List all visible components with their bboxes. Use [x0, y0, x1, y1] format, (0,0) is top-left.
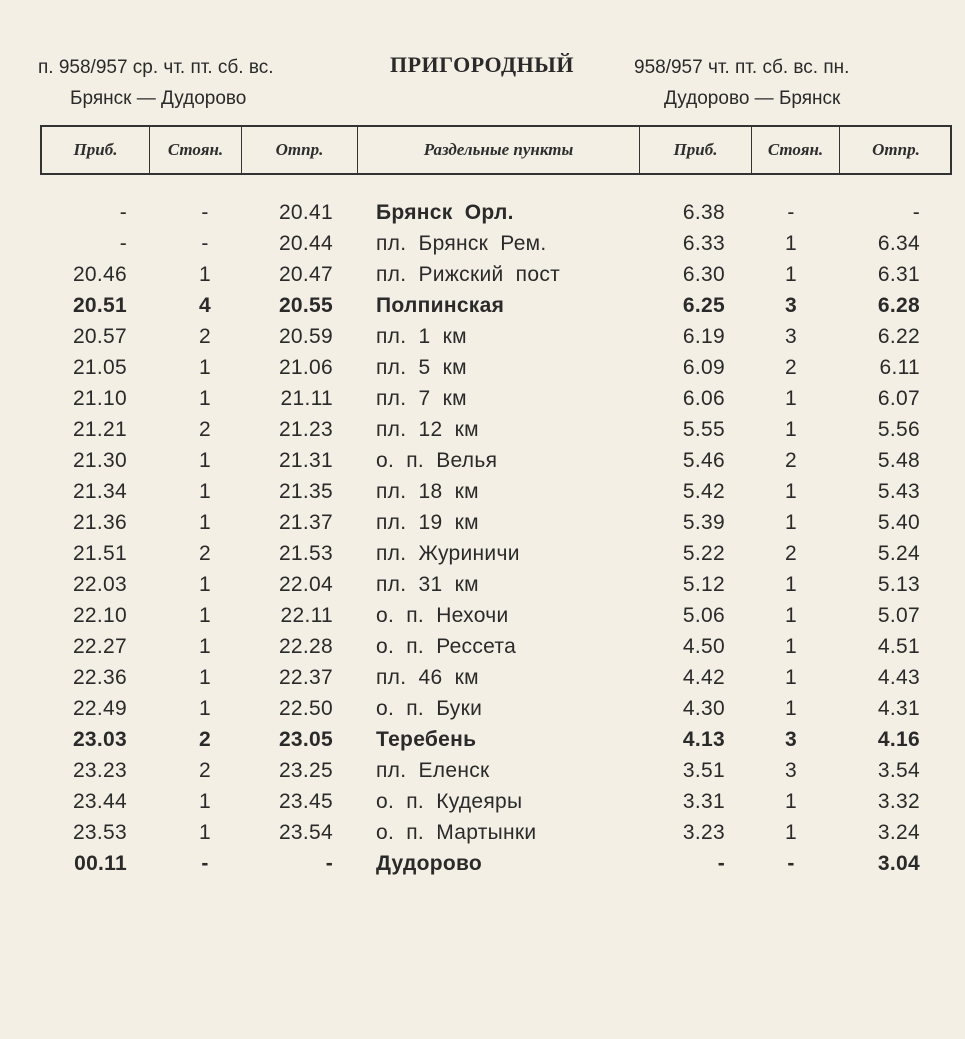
arrival-back: 3.51 [682, 759, 725, 782]
arrival-out: 23.44 [72, 790, 127, 813]
arrival-out: 21.21 [72, 418, 127, 441]
arrival-out: 22.10 [72, 604, 127, 627]
table-row [0, 570, 965, 601]
departure-out: 23.45 [278, 790, 333, 813]
arrival-out: - [119, 232, 127, 255]
departure-back: 4.43 [877, 666, 920, 689]
departure-out: 22.11 [280, 604, 333, 627]
stop-out: 1 [199, 263, 211, 286]
stop-out: 2 [199, 759, 211, 782]
stop-out: 1 [199, 449, 211, 472]
departure-out: 23.25 [278, 759, 333, 782]
station-name: пл. 18 км [376, 480, 479, 503]
arrival-out: 21.05 [72, 356, 127, 379]
departure-out: 23.05 [278, 728, 333, 751]
departure-out: 21.35 [278, 480, 333, 503]
arrival-out: 21.34 [72, 480, 127, 503]
station-name: пл. 12 км [376, 418, 479, 441]
stop-back: 1 [785, 387, 797, 410]
station-name: пл. 5 км [376, 356, 467, 379]
arrival-out: 21.51 [72, 542, 127, 565]
stop-out: 1 [199, 387, 211, 410]
stop-out: 1 [199, 821, 211, 844]
right-route: Дудорово — Брянск [664, 88, 841, 109]
arrival-out: 22.36 [72, 666, 127, 689]
departure-out: 21.23 [278, 418, 333, 441]
departure-back: 6.07 [877, 387, 920, 410]
table-row [0, 694, 965, 725]
arrival-out: 22.49 [72, 697, 127, 720]
departure-back: 5.48 [877, 449, 920, 472]
stop-back: 1 [785, 604, 797, 627]
table-row [0, 787, 965, 818]
stop-back: 1 [785, 511, 797, 534]
stop-back: 2 [785, 542, 797, 565]
stop-back: 1 [785, 790, 797, 813]
departure-out: 22.50 [278, 697, 333, 720]
departure-out: 20.44 [278, 232, 333, 255]
departure-back: 6.22 [877, 325, 920, 348]
departure-back: 6.28 [877, 294, 920, 317]
departure-out: 21.53 [278, 542, 333, 565]
col-stop-out: Стоян. [150, 127, 242, 173]
station-name: пл. 7 км [376, 387, 467, 410]
station-name: пл. Рижский пост [376, 263, 561, 286]
station-name: Брянск Орл. [376, 201, 514, 224]
arrival-back: 6.09 [682, 356, 725, 379]
table-row [0, 229, 965, 260]
arrival-back: 5.39 [682, 511, 725, 534]
table-row [0, 849, 965, 880]
stop-back: - [787, 201, 795, 224]
station-name: о. п. Велья [376, 449, 498, 472]
stop-back: 1 [785, 573, 797, 596]
departure-back: 5.24 [877, 542, 920, 565]
right-train-info: 958/957 чт. пт. сб. вс. пн. [634, 57, 850, 78]
stop-out: 1 [199, 511, 211, 534]
table-row [0, 756, 965, 787]
stop-out: 1 [199, 480, 211, 503]
table-row [0, 663, 965, 694]
departure-back: 5.40 [877, 511, 920, 534]
arrival-back: 4.42 [682, 666, 725, 689]
departure-back: 5.13 [877, 573, 920, 596]
arrival-back: 5.22 [682, 542, 725, 565]
stop-out: 2 [199, 728, 211, 751]
departure-back: 5.56 [877, 418, 920, 441]
arrival-out: 00.11 [74, 852, 127, 875]
left-route: Брянск — Дудорово [70, 88, 247, 109]
stop-out: 1 [199, 790, 211, 813]
station-name: Дудорово [376, 852, 483, 875]
arrival-back: 6.33 [682, 232, 725, 255]
table-row [0, 601, 965, 632]
stop-out: 1 [199, 356, 211, 379]
table-row [0, 539, 965, 570]
stop-out: - [201, 232, 209, 255]
arrival-back: - [717, 852, 725, 875]
arrival-out: 23.03 [72, 728, 127, 751]
station-name: о. п. Буки [376, 697, 483, 720]
stop-back: 1 [785, 232, 797, 255]
station-name: пл. 46 км [376, 666, 479, 689]
stop-out: 1 [199, 573, 211, 596]
station-name: о. п. Рессета [376, 635, 517, 658]
stop-out: - [201, 852, 209, 875]
station-name: Полпинская [376, 294, 505, 317]
departure-back: - [912, 201, 920, 224]
arrival-out: 22.27 [72, 635, 127, 658]
arrival-out: 21.36 [72, 511, 127, 534]
departure-out: - [325, 852, 333, 875]
arrival-back: 5.12 [682, 573, 725, 596]
table-row [0, 446, 965, 477]
stop-out: 2 [199, 325, 211, 348]
departure-out: 20.47 [278, 263, 333, 286]
table-row [0, 260, 965, 291]
table-row [0, 477, 965, 508]
stop-out: 1 [199, 666, 211, 689]
stop-out: 4 [199, 294, 211, 317]
stop-back: 2 [785, 449, 797, 472]
departure-out: 21.06 [278, 356, 333, 379]
stop-out: 2 [199, 542, 211, 565]
table-row [0, 291, 965, 322]
station-name: пл. 31 км [376, 573, 479, 596]
arrival-out: - [119, 201, 127, 224]
departure-back: 4.16 [877, 728, 920, 751]
departure-back: 3.54 [877, 759, 920, 782]
arrival-out: 20.57 [72, 325, 127, 348]
table-row [0, 384, 965, 415]
table-row [0, 415, 965, 446]
stop-back: 1 [785, 666, 797, 689]
stop-back: 1 [785, 263, 797, 286]
departure-back: 4.31 [877, 697, 920, 720]
table-row [0, 725, 965, 756]
station-name: пл. 1 км [376, 325, 467, 348]
arrival-back: 5.06 [682, 604, 725, 627]
departure-back: 3.32 [877, 790, 920, 813]
station-name: о. п. Нехочи [376, 604, 509, 627]
table-row [0, 818, 965, 849]
table-row [0, 198, 965, 229]
col-arrival-out: Приб. [42, 127, 150, 173]
stop-back: 1 [785, 635, 797, 658]
arrival-back: 6.38 [682, 201, 725, 224]
departure-out: 22.28 [278, 635, 333, 658]
station-name: Теребень [376, 728, 477, 751]
station-name: пл. Еленск [376, 759, 490, 782]
col-arrival-back: Приб. [640, 127, 752, 173]
arrival-out: 22.03 [72, 573, 127, 596]
arrival-out: 21.10 [72, 387, 127, 410]
stop-back: 3 [785, 728, 797, 751]
arrival-out: 21.30 [72, 449, 127, 472]
departure-back: 5.07 [877, 604, 920, 627]
stop-out: 1 [199, 697, 211, 720]
station-name: о. п. Мартынки [376, 821, 537, 844]
col-stations: Раздельные пункты [358, 127, 640, 173]
departure-back: 3.24 [877, 821, 920, 844]
stop-back: 1 [785, 480, 797, 503]
departure-back: 3.04 [877, 852, 920, 875]
departure-out: 22.04 [278, 573, 333, 596]
stop-back: 2 [785, 356, 797, 379]
table-row [0, 508, 965, 539]
departure-out: 21.31 [278, 449, 333, 472]
stop-out: 1 [199, 635, 211, 658]
table-row [0, 632, 965, 663]
arrival-back: 5.55 [682, 418, 725, 441]
table-row [0, 353, 965, 384]
stop-out: 1 [199, 604, 211, 627]
col-departure-back: Отпр. [872, 140, 920, 159]
departure-out: 23.54 [278, 821, 333, 844]
arrival-back: 4.13 [682, 728, 725, 751]
arrival-back: 5.46 [682, 449, 725, 472]
arrival-back: 5.42 [682, 480, 725, 503]
arrival-out: 23.53 [72, 821, 127, 844]
departure-out: 22.37 [278, 666, 333, 689]
departure-back: 5.43 [877, 480, 920, 503]
stop-back: 1 [785, 418, 797, 441]
col-departure-out: Отпр. [242, 127, 358, 173]
stop-back: 3 [785, 759, 797, 782]
departure-back: 6.11 [879, 356, 920, 379]
col-stop-back: Стоян. [752, 127, 840, 173]
arrival-back: 6.19 [682, 325, 725, 348]
departure-back: 6.31 [877, 263, 920, 286]
stop-back: 1 [785, 697, 797, 720]
left-train-info: п. 958/957 ср. чт. пт. сб. вс. [38, 57, 274, 78]
arrival-back: 3.23 [682, 821, 725, 844]
arrival-back: 4.30 [682, 697, 725, 720]
departure-back: 4.51 [877, 635, 920, 658]
departure-out: 20.41 [278, 201, 333, 224]
departure-out: 21.37 [278, 511, 333, 534]
stop-out: - [201, 201, 209, 224]
column-header-row [40, 125, 952, 175]
arrival-back: 6.25 [682, 294, 725, 317]
table-row [0, 322, 965, 353]
stop-back: 3 [785, 294, 797, 317]
stop-out: 2 [199, 418, 211, 441]
stop-back: 1 [785, 821, 797, 844]
arrival-back: 4.50 [682, 635, 725, 658]
page-title: ПРИГОРОДНЫЙ [390, 52, 575, 77]
station-name: пл. Журиничи [376, 542, 520, 565]
timetable-rows [0, 198, 965, 880]
station-name: о. п. Кудеяры [376, 790, 523, 813]
arrival-back: 6.30 [682, 263, 725, 286]
departure-out: 20.59 [278, 325, 333, 348]
arrival-out: 23.23 [72, 759, 127, 782]
departure-out: 20.55 [278, 294, 333, 317]
departure-out: 21.11 [280, 387, 333, 410]
station-name: пл. Брянск Рем. [376, 232, 547, 255]
arrival-back: 3.31 [682, 790, 725, 813]
departure-back: 6.34 [877, 232, 920, 255]
stop-back: 3 [785, 325, 797, 348]
arrival-out: 20.46 [72, 263, 127, 286]
stop-back: - [787, 852, 795, 875]
arrival-back: 6.06 [682, 387, 725, 410]
station-name: пл. 19 км [376, 511, 479, 534]
arrival-out: 20.51 [72, 294, 127, 317]
